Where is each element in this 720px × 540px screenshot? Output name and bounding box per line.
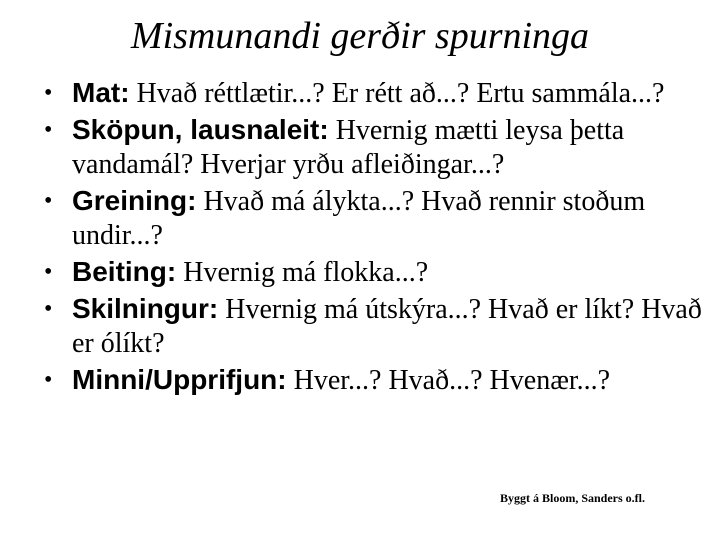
- bullet-icon: •: [44, 80, 53, 106]
- bullet-term: Skilningur:: [72, 293, 219, 324]
- bullet-item-mat: [44, 76, 704, 111]
- bullet-item-beiting: [44, 255, 704, 290]
- bullet-term: Mat:: [72, 77, 130, 108]
- bullet-item-minni: [44, 363, 704, 398]
- bullet-term: Sköpun, lausnaleit:: [72, 114, 329, 145]
- bullet-list: [44, 76, 704, 400]
- bullet-term: Beiting:: [72, 256, 177, 287]
- bullet-text: Hvernig mætti leysa þetta vandamál? Hverjar yrðu afleiðingar...?: [72, 115, 625, 180]
- bullet-icon: •: [44, 259, 53, 285]
- bullet-text: Hvernig má flokka...?: [176, 257, 429, 288]
- bullet-icon: •: [44, 188, 53, 214]
- source-footnote: Byggt á Bloom, Sanders o.fl.: [500, 491, 646, 505]
- bullet-text: Hvað réttlætir...? Er rétt að...? Ertu sammála...?: [129, 78, 665, 109]
- bullet-item-greining: [44, 184, 704, 253]
- slide-title: Mismunandi gerðir spurninga: [130, 15, 590, 57]
- bullet-text: Hvað má álykta...? Hvað rennir stoðum undir...?: [72, 186, 646, 251]
- bullet-icon: •: [44, 367, 53, 393]
- bullet-text: Hvernig má útskýra...? Hvað er líkt? Hvað er ólíkt?: [72, 294, 702, 359]
- bullet-term: Greining:: [72, 185, 197, 216]
- bullet-icon: •: [44, 117, 53, 143]
- bullet-icon: •: [44, 296, 53, 322]
- bullet-text: Hver...? Hvað...? Hvenær...?: [286, 365, 611, 396]
- bullet-item-skopun: [44, 113, 704, 182]
- bullet-term: Minni/Upprifjun:: [72, 364, 287, 395]
- bullet-item-skilningur: [44, 292, 704, 361]
